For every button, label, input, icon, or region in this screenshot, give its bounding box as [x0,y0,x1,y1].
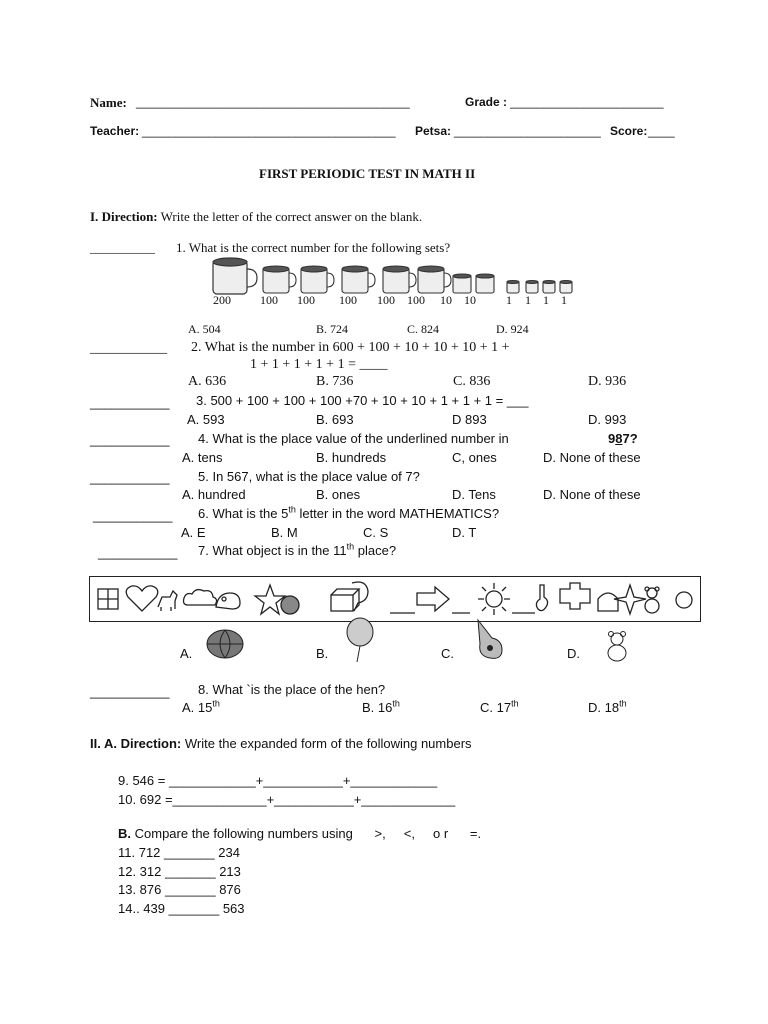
mug-label: 10 [440,293,452,307]
q7-sup: th [346,541,355,552]
q1-mugs-illustration [205,255,595,297]
q4-digit-underlined: 8 [615,431,623,446]
heart-icon [126,586,158,611]
q6-choice-b[interactable]: B. M [271,525,298,540]
q7-choice-a[interactable]: A. [180,646,193,661]
q7-text [198,543,396,558]
q7-objects-svg [90,577,700,621]
basketball-icon [205,628,245,660]
q8-choice-c-sup: th [511,698,519,709]
part2b-label: B. [118,826,131,841]
q3-choice-c[interactable]: D 893 [452,412,487,427]
q3-choice-d[interactable]: D. 993 [588,412,627,427]
q1-choice-d[interactable]: D. 924 [496,322,529,336]
cloud-icon [184,590,217,605]
part2-heading: II. A. [90,736,117,751]
q6-choice-c[interactable]: C. S [363,525,389,540]
q6-text-b: letter in the word MATHEMATICS? [295,506,500,521]
q8-choice-c[interactable] [480,700,519,715]
q1-choice-a[interactable]: A. 504 [188,322,221,336]
q6-text [198,506,499,521]
q4-digit-ones: 7? [622,431,638,446]
sparkle-icon [614,585,646,614]
q7-objects-row [89,576,701,622]
q5-choice-b[interactable]: B. ones [316,487,361,502]
q4-digit-hundreds: 9 [608,431,616,446]
q8-blank[interactable]: ___________ [90,684,170,699]
q1-choice-b[interactable]: B. 724 [316,322,349,336]
hen-icon [216,593,240,609]
expanded-item-9[interactable]: 9. 546 = ____________+___________+____________ [118,773,438,788]
q7-choice-d[interactable]: D. [567,646,580,661]
teacher-blank[interactable]: ______________________________________ [142,124,396,138]
q3-blank[interactable]: ___________ [90,395,170,410]
name-label: Name: [90,95,127,110]
grade-blank[interactable]: _______________________ [510,95,664,109]
q3-choice-b[interactable]: B. 693 [316,412,354,427]
compare-item-11[interactable]: 11. 712 _______ 234 [118,845,240,860]
q2-blank[interactable]: ___________ [90,341,167,356]
mug-label: 1 [525,293,531,307]
q8-choice-d-main: D. 18 [588,700,620,715]
q2-text-line2: 1 + 1 + 1 + 1 + 1 = ____ [250,357,388,372]
part2b-direction [118,826,481,841]
name-blank[interactable]: _________________________________________ [136,95,410,109]
q6-blank[interactable]: ___________ [93,508,173,523]
mug-label: 1 [506,293,512,307]
q2-choice-b[interactable]: B. 736 [316,374,354,389]
q1-blank[interactable]: __________ [90,240,155,255]
q2-text-line1: 2. What is the number in 600 + 100 + 10 + 10 + 10 + 1 + [191,340,510,355]
q1-text: 1. What is the correct number for the following sets? [176,240,451,255]
gift-icon [98,589,118,609]
part1-direction-label: Direction: [101,209,158,224]
q2-choice-d[interactable]: D. 936 [588,374,627,389]
mug-label: 100 [339,293,357,307]
q4-choice-a[interactable]: A. tens [182,450,223,465]
q5-blank[interactable]: ___________ [90,470,170,485]
q4-choice-b[interactable]: B. hundreds [316,450,387,465]
circle-icon [676,592,692,608]
q5-choice-d[interactable]: D. None of these [543,487,641,502]
part2-direction [90,736,472,751]
q4-blank[interactable]: ___________ [90,432,170,447]
petsa-label: Petsa: [415,124,452,138]
sun-icon [478,583,510,615]
q7-text-a: 7. What object is in the 11 [198,543,347,558]
mug-label: 200 [213,293,231,307]
part2-direction-label: Direction: [120,736,182,751]
balloon-icon [352,582,368,611]
teacher-label: Teacher: [90,124,140,138]
expanded-item-10[interactable]: 10. 692 =_____________+___________+_____________ [118,792,456,807]
petsa-blank[interactable]: ______________________ [454,124,601,138]
teddy-bear-icon [645,587,659,613]
q4-text: 4. What is the place value of the underlined number in [198,431,509,446]
ball-icon [281,596,299,614]
cross-shape-icon [560,583,590,609]
grade-label: Grade : [465,95,508,109]
q6-text-a: 6. What is the 5 [198,506,289,521]
q5-text: 5. In 567, what is the place value of 7? [198,469,420,484]
compare-item-14[interactable]: 14.. 439 _______ 563 [118,901,245,916]
score-blank[interactable]: ____ [648,124,675,138]
q8-choice-d[interactable] [588,700,627,715]
q3-choice-a[interactable]: A. 593 [187,412,225,427]
house-icon [598,593,618,611]
q8-choice-b-main: B. 16 [362,700,393,715]
q8-choice-b-sup: th [392,698,400,709]
q8-choice-a[interactable] [182,700,220,715]
q2-choice-a[interactable]: A. 636 [188,374,227,389]
mug-label: 100 [297,293,315,307]
q7-text-b: place? [354,543,397,558]
q8-choice-a-sup: th [212,698,220,709]
q6-choice-a[interactable]: A. E [181,525,206,540]
q3-text: 3. 500 + 100 + 100 + 100 +70 + 10 + 10 + 1 + 1 + 1 = ___ [196,393,529,408]
mug-label: 1 [543,293,549,307]
q4-number [608,431,638,446]
compare-item-12[interactable]: 12. 312 _______ 213 [118,864,241,879]
q8-choice-b[interactable] [362,700,400,715]
part2-direction-text: Write the expanded form of the following numbers [184,736,472,751]
q8-choice-c-main: C. 17 [480,700,512,715]
part1-direction [90,209,422,225]
page-title: FIRST PERIODIC TEST IN MATH II [259,166,476,181]
q7-choice-b[interactable]: B. [316,646,329,661]
part1-number: I. [90,209,99,224]
q8-choice-a-main: A. 15 [182,700,213,715]
mug-label: 10 [464,293,476,307]
part1-direction-text: Write the letter of the correct answer on the blank. [160,209,423,224]
mug-label: 100 [260,293,278,307]
star-icon [255,585,285,614]
q8-text: 8. What `is the place of the hen? [198,682,386,697]
part2b-text: Compare the following numbers using >, <, o r =. [134,826,482,841]
mug-label: 100 [407,293,425,307]
mug-label: 100 [377,293,395,307]
q6-choice-d[interactable]: D. T [452,525,477,540]
q1-choice-c[interactable]: C. 824 [407,322,440,336]
mug-label: 1 [561,293,567,307]
q2-choice-c[interactable]: C. 836 [453,374,491,389]
arrow-icon [417,587,449,611]
box-icon [331,589,359,611]
guitar-icon [468,614,516,662]
score-label: Score: [610,124,648,138]
q4-choice-c[interactable]: C, ones [452,450,497,465]
q8-choice-d-sup: th [619,698,627,709]
dog-icon [158,591,177,611]
mug-icon [213,258,257,294]
q5-choice-c[interactable]: D. Tens [452,487,496,502]
q4-choice-d[interactable]: D. None of these [543,450,641,465]
q5-choice-a[interactable]: A. hundred [182,487,246,502]
balloon-icon [343,614,377,664]
q7-blank[interactable]: ___________ [98,545,178,560]
compare-item-13[interactable]: 13. 876 _______ 876 [118,882,241,897]
guitar-icon [536,585,547,611]
q7-choice-c[interactable]: C. [441,646,454,661]
teddy-bear-icon [604,630,630,662]
q6-sup: th [288,504,296,515]
